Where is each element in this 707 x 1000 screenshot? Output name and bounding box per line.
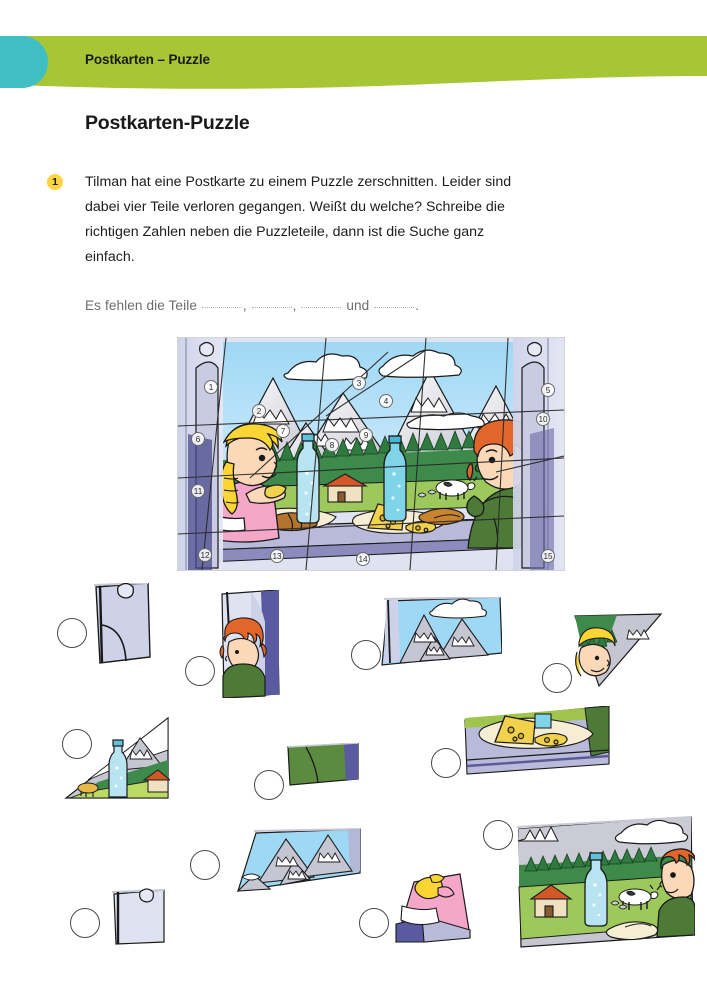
answer-blank-3[interactable] [301,307,341,308]
piece-number-marker: 15 [541,549,555,563]
answer-blank-2[interactable] [252,307,292,308]
piece-mountains-clouds [376,597,502,669]
answer-line [85,298,419,313]
piece-number-marker: 13 [270,549,284,563]
piece-number-marker: 8 [325,438,339,452]
piece-number-marker: 7 [276,424,290,438]
piece-scene-bottle-cow [515,815,695,949]
piece-number-marker: 5 [541,383,555,397]
answer-circle-piece-8[interactable] [190,850,220,880]
page-number-badge [0,36,48,88]
piece-number-marker: 9 [359,428,373,442]
answer-prefix: Es fehlen die Teile [85,298,197,313]
piece-number-marker: 4 [379,394,393,408]
piece-mountain-strip [236,827,362,895]
answer-circle-piece-11[interactable] [483,820,513,850]
answer-circle-piece-2[interactable] [185,656,215,686]
piece-girl-pink [392,872,476,946]
answer-blank-4[interactable] [374,307,414,308]
answer-end: . [415,298,420,313]
piece-bottle-landscape [64,716,170,802]
piece-number-marker: 6 [191,432,205,446]
piece-cheese-table [463,706,611,778]
piece-boy-redhair [219,590,281,698]
piece-number-marker: 12 [198,548,212,562]
answer-circle-piece-9[interactable] [70,908,100,938]
postcard-image [177,337,565,571]
answer-circle-piece-4[interactable] [542,663,572,693]
piece-girl-triangle [573,612,663,692]
task-number-badge [47,174,63,190]
piece-number-marker: 1 [204,380,218,394]
answer-conjunction: und [346,298,370,313]
piece-number-marker: 11 [191,484,205,498]
answer-sep-1: , [242,298,247,313]
answer-circle-piece-1[interactable] [57,618,87,648]
piece-window-plain [110,888,166,946]
piece-window-frame-top-left [92,583,154,665]
answer-sep-2: , [292,298,297,313]
answer-circle-piece-7[interactable] [431,748,461,778]
page-title: Postkarten-Puzzle [85,112,250,134]
task-number: 1 [52,176,58,188]
piece-number-marker: 10 [536,412,550,426]
piece-number-marker: 14 [356,552,370,566]
answer-circle-piece-6[interactable] [254,770,284,800]
piece-green-jacket [286,743,360,787]
task-instruction: Tilman hat eine Postkarte zu einem Puzzle zerschnitten. Leider sind dabei vier Teile verloren gegangen. Weißt du welche? Schreibe die richtigen Zahlen neben die Puzzleteile, dann ist die Suche ganz einfach. [85,174,512,265]
answer-circle-piece-10[interactable] [359,908,389,938]
header-title: Postkarten – Puzzle [85,52,210,67]
piece-number-marker: 2 [252,404,266,418]
answer-blank-1[interactable] [202,307,242,308]
piece-number-marker: 3 [352,376,366,390]
